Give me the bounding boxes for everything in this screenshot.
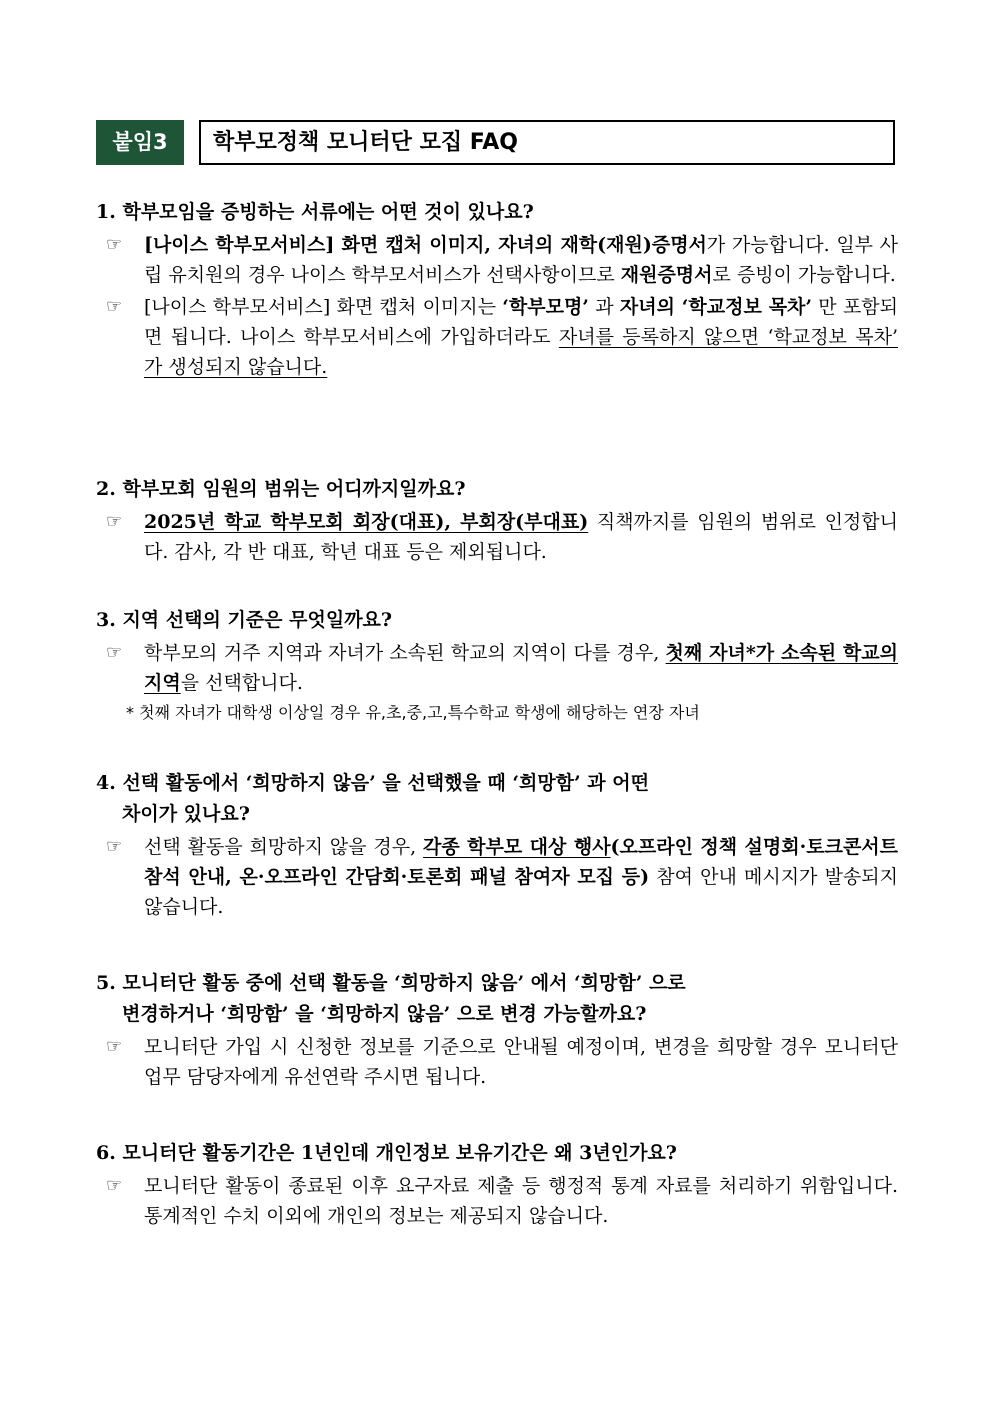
faq-question-line: 차이가 있나요? xyxy=(122,803,250,825)
answer-text: [나이스 학부모서비스] 화면 캡처 이미지는 xyxy=(144,296,503,318)
answer-bold-text: ‘학부모명’ xyxy=(502,296,589,318)
faq-answer xyxy=(96,230,898,290)
answer-text: 과 xyxy=(588,296,620,318)
faq-answer xyxy=(96,292,898,382)
pointing-hand-icon: ☞ xyxy=(106,1175,123,1196)
answer-bold-text: (오프라인 정책 설명회·토크콘서트 참석 안내, 온·오프라인 간담회·토론회 패널 참여자 모집 등) xyxy=(144,836,899,888)
answer-text: 학부모의 거주 지역과 자녀가 소속된 학교의 지역이 다를 경우, xyxy=(144,642,666,664)
faq-question-line: 5. 모니터단 활동 중에 선택 활동을 ‘희망하지 않음’ 에서 ‘희망함’ 으로 xyxy=(96,972,686,994)
faq-question: 6. 모니터단 활동기간은 1년인데 개인정보 보유기간은 왜 3년인가요? xyxy=(96,1142,677,1164)
answer-text: 직책까지를 임원의 범위로 인정합니다. 감사, 각 반 대표, 학년 대표 등은 제외됩니다. xyxy=(144,511,898,563)
answer-bold-underlined-text: 첫째 자녀*가 소속된 학교의 지역 xyxy=(144,642,898,694)
pointing-hand-icon: ☞ xyxy=(106,836,123,857)
pointing-hand-icon: ☞ xyxy=(106,511,123,532)
faq-question-line: 4. 선택 활동에서 ‘희망하지 않음’ 을 선택했을 때 ‘희망함’ 과 어떤 xyxy=(96,772,649,794)
faq-question xyxy=(96,968,898,1030)
faq-item-3 xyxy=(96,605,898,728)
attachment-badge: 붙임3 xyxy=(96,120,184,165)
faq-question: 2. 학부모회 임원의 범위는 어디까지일까요? xyxy=(96,478,466,500)
pointing-hand-icon: ☞ xyxy=(106,234,123,255)
faq-item-4 xyxy=(96,768,898,922)
pointing-hand-icon: ☞ xyxy=(106,1036,123,1057)
faq-answer xyxy=(96,1032,898,1092)
answer-text: 만 포함되면 됩니다. 나이스 학부모서비스에 가입하더라도 xyxy=(144,296,899,348)
faq-answer xyxy=(96,832,898,922)
answer-text: 모니터단 활동이 종료된 이후 요구자료 제출 등 행정적 통계 자료를 처리하기 위함입니다. 통계적인 수치 이외에 개인의 정보는 제공되지 않습니다. xyxy=(144,1175,898,1227)
faq-item-5 xyxy=(96,968,898,1092)
document-header xyxy=(96,120,896,165)
answer-text: 을 선택합니다. xyxy=(180,672,303,694)
answer-text: 모니터단 가입 시 신청한 정보를 기준으로 안내될 예정이며, 변경을 희망할 경우 모니터단 업무 담당자에게 유선연락 주시면 됩니다. xyxy=(144,1036,898,1088)
answer-bold-underlined-text: 2025년 학교 학부모회 회장(대표), 부회장(부대표) xyxy=(144,511,589,533)
faq-question: 1. 학부모임을 증빙하는 서류에는 어떤 것이 있나요? xyxy=(96,201,534,223)
pointing-hand-icon: ☞ xyxy=(106,642,123,663)
answer-underlined-text: 자녀를 등록하지 않으면 ‘학교정보 목차’ 가 생성되지 않습니다. xyxy=(144,326,898,378)
answer-bold-text: [나이스 학부모서비스] 화면 캡처 이미지, 자녀의 재학(재원)증명서 xyxy=(144,234,707,256)
answer-bold-text: 재원증명서 xyxy=(620,264,713,286)
page-title: 학부모정책 모니터단 모집 FAQ xyxy=(199,120,895,165)
faq-answer xyxy=(96,1171,898,1231)
faq-question: 3. 지역 선택의 기준은 무엇일까요? xyxy=(96,609,393,631)
faq-question-line: 변경하거나 ‘희망함’ 을 ‘희망하지 않음’ 으로 변경 가능할까요? xyxy=(122,1003,647,1025)
faq-item-2 xyxy=(96,474,898,567)
answer-bold-text: 자녀의 ‘학교정보 목차’ xyxy=(619,296,813,318)
answer-text: 가 가능합니다. 일부 사립 유치원의 경우 나이스 학부모서비스가 선택사항이므로 xyxy=(144,234,898,286)
footnote: * 첫째 자녀가 대학생 이상일 경우 유,초,중,고,특수학교 학생에 해당하는 연장 자녀 xyxy=(126,703,700,722)
answer-text: 로 증빙이 가능합니다. xyxy=(712,264,896,286)
answer-bold-underlined-text: 각종 학부모 대상 행사 xyxy=(423,836,611,858)
faq-item-6 xyxy=(96,1138,898,1231)
pointing-hand-icon: ☞ xyxy=(106,296,123,317)
faq-item-1 xyxy=(96,197,898,382)
answer-text: 선택 활동을 희망하지 않을 경우, xyxy=(144,836,424,858)
faq-answer xyxy=(96,507,898,567)
faq-question xyxy=(96,768,898,830)
answer-text: 참여 안내 메시지가 발송되지 않습니다. xyxy=(144,866,898,918)
faq-answer xyxy=(96,638,898,698)
